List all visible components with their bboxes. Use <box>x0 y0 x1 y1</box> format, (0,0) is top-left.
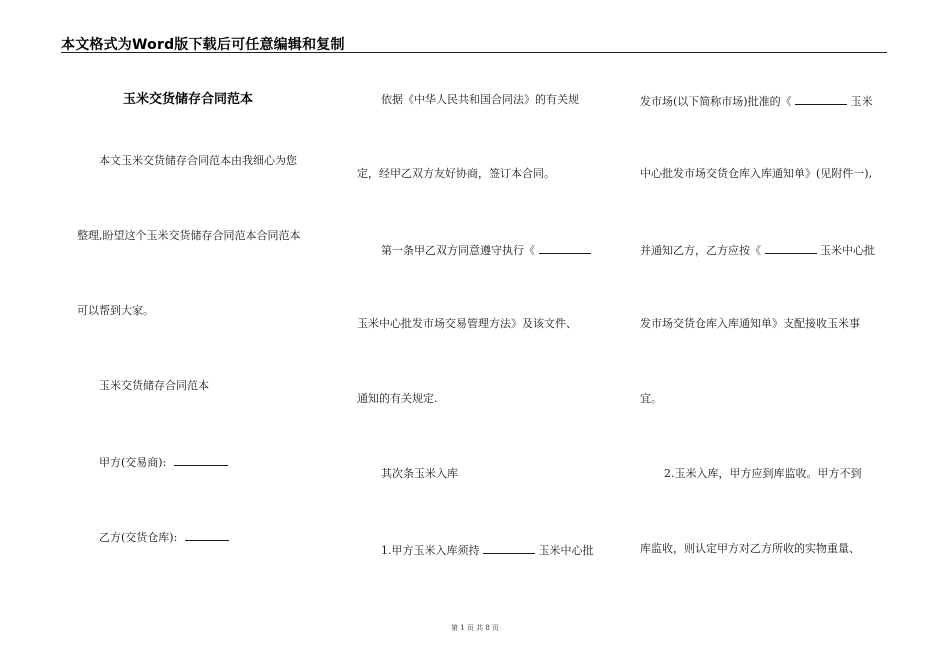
col2-line-7 <box>381 542 594 558</box>
article-two-heading: 其次条玉米入库 <box>381 467 458 480</box>
party-a-label: 甲方(交易商): <box>99 456 167 469</box>
col3-line-1 <box>640 93 873 109</box>
page-number: 第 1 页 共 8 页 <box>450 624 500 632</box>
col3-line-5: 宜。 <box>640 392 662 405</box>
col3-line-3-blank <box>765 242 817 254</box>
clause-1-blank <box>483 542 535 554</box>
col3-line-3 <box>640 242 875 258</box>
col3-line-3-text: 并通知乙方，乙方应按《 <box>640 244 761 257</box>
party-a-line <box>99 454 228 470</box>
party-b-line <box>99 529 229 545</box>
col3-line-3-text-after: 玉米中心批 <box>820 244 875 257</box>
col2-line-5: 通知的有关规定. <box>357 392 438 405</box>
col2-line-2: 定，经甲乙双方友好协商，签订本合同。 <box>357 167 555 180</box>
col3-line-6: 2.玉米入库，甲方应到库监收。甲方不到 <box>664 467 862 480</box>
col3-line-4: 发市场交货仓库入库通知单》支配接收玉米事 <box>640 317 860 330</box>
article-one-blank <box>539 242 591 254</box>
intro-line-1: 本文玉米交货储存合同范本由我细心为您 <box>99 154 297 167</box>
col3-line-1-text: 发市场(以下简称市场)批准的《 <box>640 95 792 108</box>
col2-line-3 <box>381 242 591 258</box>
article-one-text: 第一条甲乙双方同意遵守执行《 <box>381 244 535 257</box>
col2-line-1: 依据《中华人民共和国合同法》的有关规 <box>381 93 579 106</box>
col3-line-2: 中心批发市场交货仓库入库通知单》(见附件一), <box>640 167 873 180</box>
col3-line-1-text-after: 玉米 <box>850 95 873 108</box>
col3-line-7: 库监收，则认定甲方对乙方所收的实物重量、 <box>640 542 860 555</box>
party-a-blank <box>174 454 228 466</box>
party-b-blank <box>185 529 229 541</box>
document-banner: 本文格式为Word版下载后可任意编辑和复制 <box>61 37 345 53</box>
contract-subtitle: 玉米交货储存合同范本 <box>99 379 209 392</box>
col3-line-1-blank <box>795 93 847 105</box>
party-b-label: 乙方(交货仓库): <box>99 531 178 544</box>
document-title: 玉米交货储存合同范本 <box>123 92 254 107</box>
clause-1-text-after: 玉米中心批 <box>538 544 594 557</box>
clause-1-text: 1.甲方玉米入库须持 <box>381 544 480 557</box>
col2-line-4: 玉米中心批发市场交易管理方法》及该文件、 <box>357 317 577 330</box>
header-divider <box>61 52 887 53</box>
intro-line-2: 整理,盼望这个玉米交货储存合同范本合同范本 <box>77 229 301 242</box>
intro-line-3: 可以帮到大家。 <box>77 304 154 317</box>
